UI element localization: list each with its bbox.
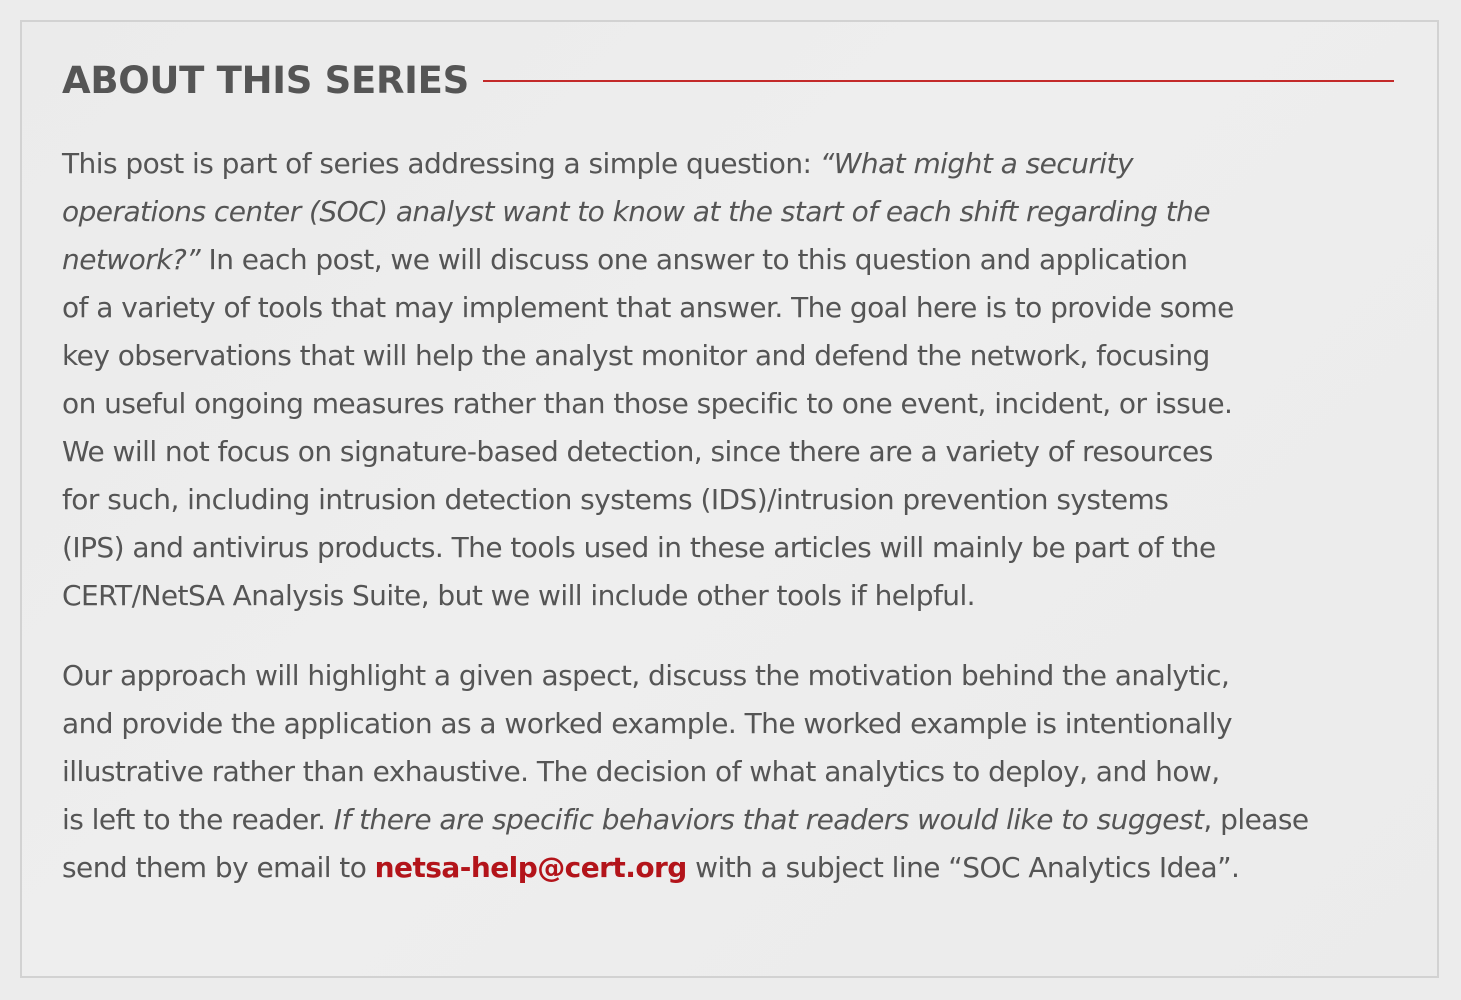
text-line <box>62 140 1397 188</box>
section-title: ABOUT THIS SERIES <box>62 58 469 102</box>
text-line: for such, including intrusion detection systems (IDS)/intrusion prevention systems <box>62 483 1169 516</box>
emphasis-text: If there are specific behaviors that readers would like to suggest <box>333 803 1204 836</box>
paragraph-spacer <box>62 620 1397 652</box>
question-quote: “What might a security <box>819 147 1133 180</box>
text-line: and provide the application as a worked example. The worked example is intentionally <box>62 707 1233 740</box>
text-line: We will not focus on signature-based detection, since there are a variety of resources <box>62 435 1213 468</box>
text-line: illustrative rather than exhaustive. The decision of what analytics to deploy, and how, <box>62 755 1220 788</box>
text-span: , please <box>1203 803 1309 836</box>
text-line: key observations that will help the analyst monitor and defend the network, focusing <box>62 339 1210 372</box>
text-span: is left to the reader. <box>62 803 334 836</box>
text-span: with a subject line “SOC Analytics Idea”. <box>686 851 1240 884</box>
email-link[interactable]: netsa-help@cert.org <box>374 851 687 884</box>
text-span: This post is part of series addressing a simple question: <box>62 147 820 180</box>
text-line <box>62 844 1397 892</box>
header-divider <box>483 80 1394 82</box>
text-line <box>62 796 1397 844</box>
text-line: CERT/NetSA Analysis Suite, but we will include other tools if helpful. <box>62 579 976 612</box>
about-series-panel <box>20 20 1439 978</box>
text-line: of a variety of tools that may implement that answer. The goal here is to provide some <box>62 291 1234 324</box>
question-quote: network?” <box>62 243 201 276</box>
question-quote: operations center (SOC) analyst want to know at the start of each shift regarding the <box>62 195 1211 228</box>
text-line: on useful ongoing measures rather than those specific to one event, incident, or issue. <box>62 387 1233 420</box>
text-line: Our approach will highlight a given aspect, discuss the motivation behind the analytic, <box>62 659 1230 692</box>
paragraph-intro <box>62 140 1397 620</box>
text-line: (IPS) and antivirus products. The tools used in these articles will mainly be part of the <box>62 531 1216 564</box>
text-line <box>62 236 1397 284</box>
series-description <box>62 140 1397 892</box>
paragraph-approach <box>62 652 1397 892</box>
section-header <box>62 52 1394 108</box>
text-span: send them by email to <box>62 851 375 884</box>
text-span: In each post, we will discuss one answer to this question and application <box>200 243 1188 276</box>
